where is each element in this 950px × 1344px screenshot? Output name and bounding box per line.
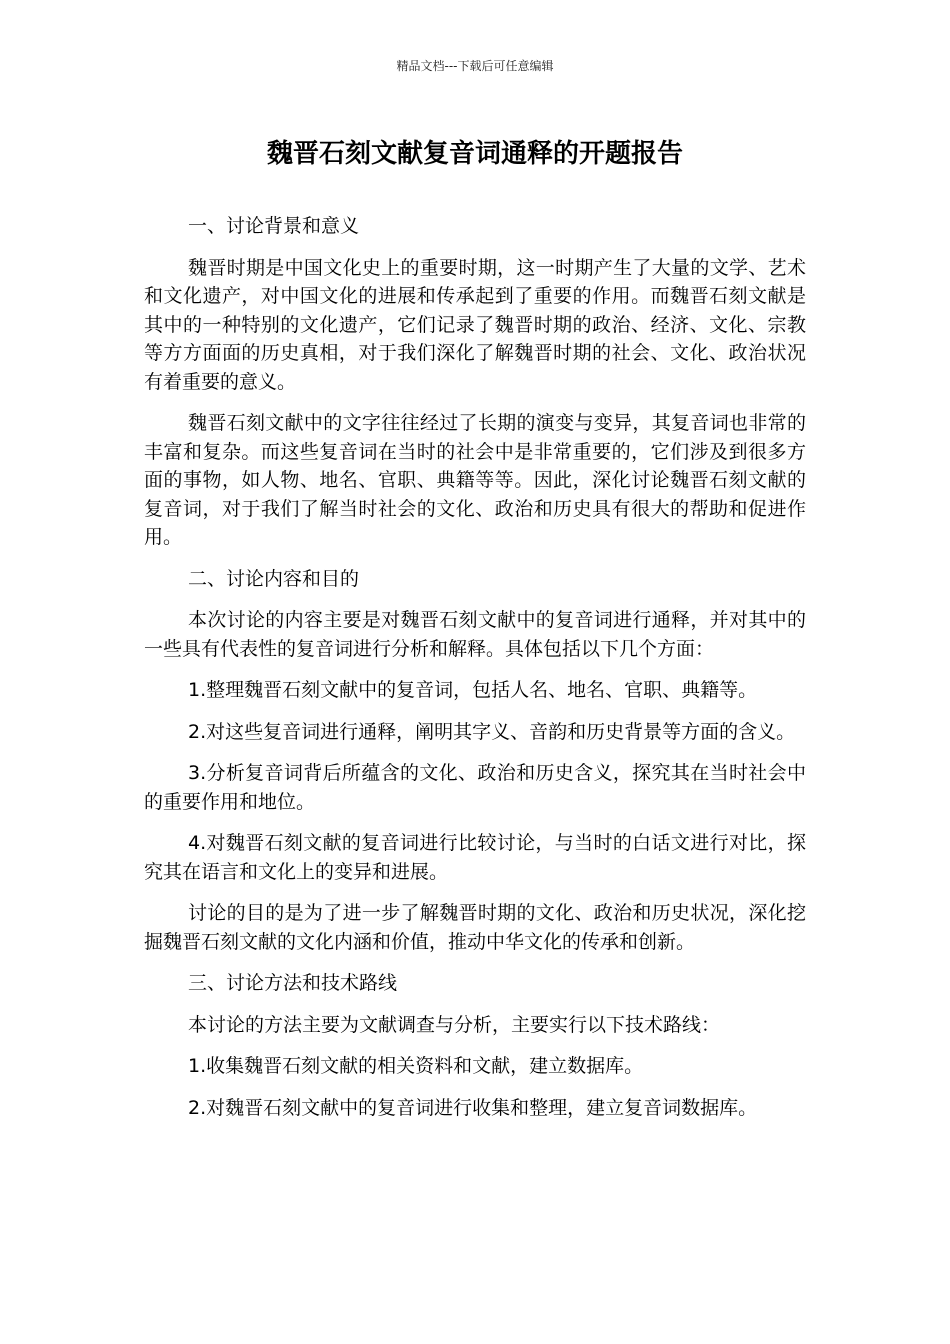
section-heading-background: 一、讨论背景和意义	[188, 215, 360, 237]
section-heading-method: 三、讨论方法和技术路线	[188, 972, 398, 994]
list-item-content-1: 1.整理魏晋石刻文献中的复音词，包括人名、地名、官职、典籍等。	[188, 679, 758, 701]
document-title: 魏晋石刻文献复音词通释的开题报告	[266, 139, 683, 169]
paragraph-method-intro: 本讨论的方法主要为文献调查与分析，主要实行以下技术路线：	[188, 1013, 721, 1036]
paragraph-purpose: 讨论的目的是为了进一步了解魏晋时期的文化、政治和历史状况，深化挖掘魏晋石刻文献的文化内涵和价值，推动中华文化的传承和创新。	[144, 902, 806, 953]
section-heading-content: 二、讨论内容和目的	[188, 567, 360, 590]
paragraph-content-intro: 本次讨论的内容主要是对魏晋石刻文献中的复音词进行通释，并对其中的一些具有代表性的复音词进行分析和解释。具体包括以下几个方面：	[144, 609, 806, 660]
paragraph-background-2: 魏晋石刻文献中的文字往往经过了长期的演变与变异，其复音词也非常的丰富和复杂。而这些复音词在当时的社会中是非常重要的，它们涉及到很多方面的事物，如人物、地名、官职、典籍等等。因此，深化讨论魏晋石刻文献的复音词，对于我们了解当时社会的文化、政治和历史具有很大的帮助和促进作用。	[144, 412, 806, 548]
list-item-method-1: 1.收集魏晋石刻文献的相关资料和文献，建立数据库。	[188, 1055, 644, 1077]
list-item-content-3: 3.分析复音词背后所蕴含的文化、政治和历史含义，探究其在当时社会中的重要作用和地位。	[144, 762, 806, 813]
list-item-method-2: 2.对魏晋石刻文献中的复音词进行收集和整理，建立复音词数据库。	[188, 1096, 758, 1119]
header-watermark: 精品文档---下载后可任意编辑	[396, 59, 554, 73]
document-body	[144, 212, 806, 1135]
list-item-content-2: 2.对这些复音词进行通释，阐明其字义、音韵和历史背景等方面的含义。	[188, 720, 796, 743]
list-item-content-4: 4.对魏晋石刻文献的复音词进行比较讨论，与当时的白话文进行对比，探究其在语言和文化上的变异和进展。	[144, 832, 806, 883]
paragraph-background-1: 魏晋时期是中国文化史上的重要时期，这一时期产生了大量的文学、艺术和文化遗产，对中国文化的进展和传承起到了重要的作用。而魏晋石刻文献是其中的一种特别的文化遗产，它们记录了魏晋时期的政治、经济、文化、宗教等方方面面的历史真相，对于我们深化了解魏晋时期的社会、文化、政治状况有着重要的意义。	[144, 256, 806, 393]
